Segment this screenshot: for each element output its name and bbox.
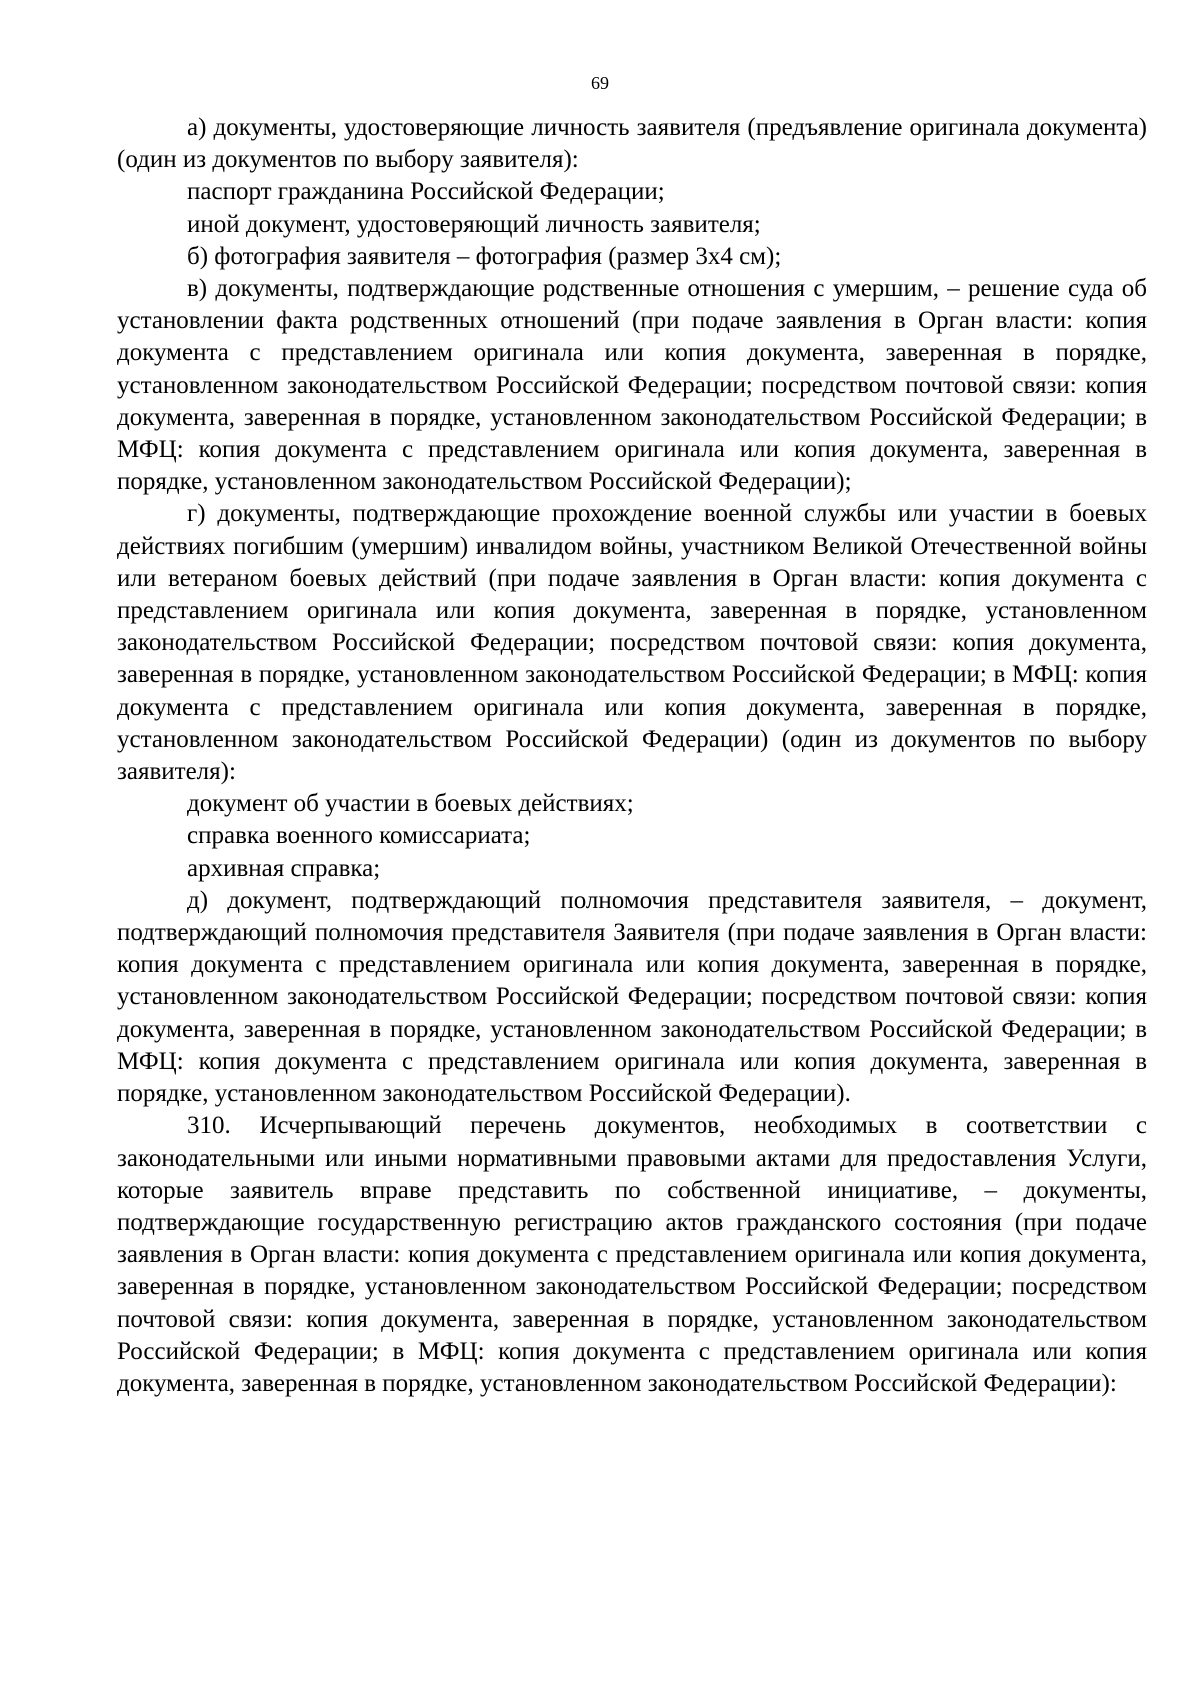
paragraph-a-identity-documents: а) документы, удостоверяющие личность заявителя (предъявление оригинала документа) (один из документов по выбору заявителя): <box>117 114 1147 174</box>
paragraph-combat-participation-document: документ об участии в боевых действиях; <box>187 790 634 818</box>
paragraph-v-kinship-documents: в) документы, подтверждающие родственные отношения с умершим, – решение суда об установлении факта родственных отношений (при подаче заявления в Орган власти: копия документа с представлением оригинала или копия документа, заверенная в порядке, установленном законодательством Российской Федерации; посредством почтовой связи: копия документа, заверенная в порядке, установленном законодательством Российской Федерации; в МФЦ: копия документа с представлением оригинала или копия документа, заверенная в порядке, установленном законодательством Российской Федерации); <box>117 275 1147 496</box>
paragraph-b-photo: б) фотография заявителя – фотография (размер 3х4 см); <box>187 242 782 270</box>
paragraph-d-representative-authority: д) документ, подтверждающий полномочия представителя заявителя, – документ, подтверждающий полномочия представителя Заявителя (при подаче заявления в Орган власти: копия документа с представлением оригинала или копия документа, заверенная в порядке, установленном законодательством Российской Федерации; посредством почтовой связи: копия документа, заверенная в порядке, установленном законодательством Российской Федерации; в МФЦ: копия документа с представлением оригинала или копия документа, заверенная в порядке, установленном законодательством Российской Федерации). <box>117 886 1147 1108</box>
page-number: 69 <box>591 73 609 93</box>
paragraph-archive-certificate: архивная справка; <box>187 854 381 882</box>
paragraph-military-commissariat-certificate: справка военного комиссариата; <box>187 822 531 850</box>
document-body <box>117 112 1147 1400</box>
paragraph-310-exhaustive-list: 310. Исчерпывающий перечень документов, необходимых в соответствии с законодательными или иными нормативными правовыми актами для предоставления Услуги, которые заявитель вправе представить по собственной инициативе, – документы, подтверждающие государственную регистрацию актов гражданского состояния (при подаче заявления в Орган власти: копия документа с представлением оригинала или копия документа, заверенная в порядке, установленном законодательством Российской Федерации; посредством почтовой связи: копия документа, заверенная в порядке, установленном законодательством Российской Федерации; в МФЦ: копия документа с представлением оригинала или копия документа, заверенная в порядке, установленном законодательством Российской Федерации): <box>117 1112 1147 1397</box>
paragraph-passport: паспорт гражданина Российской Федерации; <box>187 178 665 206</box>
paragraph-g-military-service-documents: г) документы, подтверждающие прохождение военной службы или участии в боевых действиях погибшим (умершим) инвалидом войны, участником Великой Отечественной войны или ветераном боевых действий (при подаче заявления в Орган власти: копия документа с представлением оригинала или копия документа, заверенная в порядке, установленном законодательством Российской Федерации; посредством почтовой связи: копия документа, заверенная в порядке, установленном законодательством Российской Федерации; в МФЦ: копия документа с представлением оригинала или копия документа, заверенная в порядке, установленном законодательством Российской Федерации) (один из документов по выбору заявителя): <box>117 500 1147 786</box>
paragraph-other-id-document: иной документ, удостоверяющий личность заявителя; <box>187 210 761 238</box>
